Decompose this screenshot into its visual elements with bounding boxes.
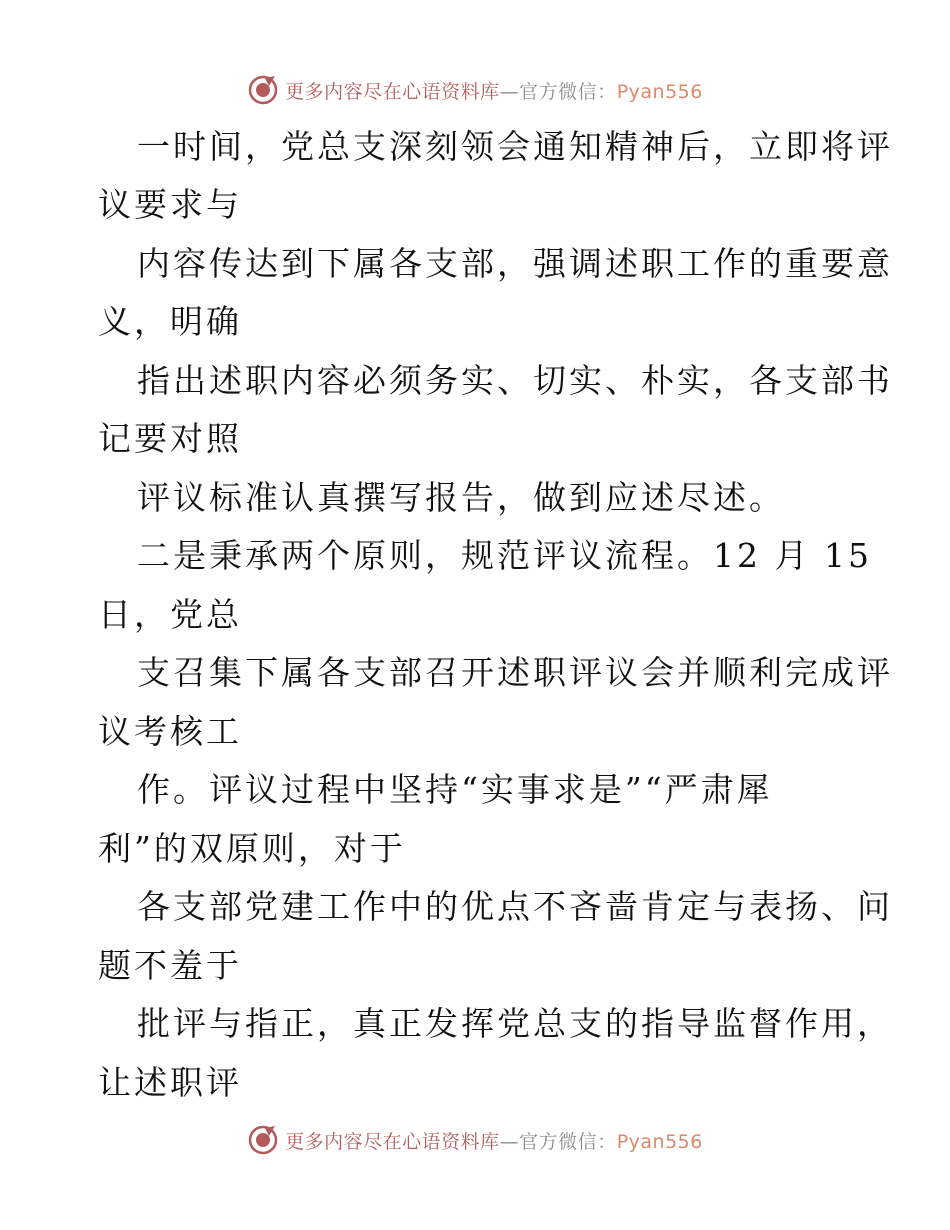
text-line: 义，明确 (98, 302, 242, 341)
watermark-wechat-id: Pyan556 (616, 1130, 703, 1153)
watermark-dash: — (499, 1130, 520, 1153)
text-line: 批评与指正，真正发挥党总支的指导监督作用， (137, 1004, 893, 1043)
watermark-main: 更多内容尽在心语资料库 (285, 80, 500, 103)
watermark-text (285, 1127, 703, 1154)
footer-watermark (0, 1120, 950, 1160)
text-line: 议考核工 (98, 712, 242, 751)
text-line: 日，党总 (98, 595, 242, 634)
text-line: 支召集下属各支部召开述职评议会并顺利完成评 (137, 653, 893, 692)
watermark-official: 官方微信： (519, 1130, 617, 1153)
text-line: 记要对照 (98, 419, 242, 458)
watermark-main: 更多内容尽在心语资料库 (285, 1130, 500, 1153)
text-line: 指出述职内容必须务实、切实、朴实，各支部书 (137, 361, 893, 400)
watermark-wechat-id: Pyan556 (616, 80, 703, 103)
watermark-dash: — (499, 80, 520, 103)
header-watermark (0, 70, 950, 110)
text-line: 让述职评 (98, 1063, 242, 1102)
text-line: 各支部党建工作中的优点不吝啬肯定与表扬、问 (137, 887, 893, 926)
text-line: 评议标准认真撰写报告，做到应述尽述。 (137, 478, 785, 517)
text-line: 二是秉承两个原则，规范评议流程。12 月 15 (137, 536, 872, 575)
text-line: 题不羞于 (98, 946, 242, 985)
watermark-text (285, 77, 703, 104)
text-line: 作。评议过程中坚持“实事求是”“严肃犀 (137, 770, 773, 809)
text-line: 议要求与 (98, 185, 242, 224)
quill-seal-icon (247, 74, 279, 106)
text-line: 利”的双原则，对于 (98, 829, 406, 868)
text-line: 内容传达到下属各支部，强调述职工作的重要意 (137, 244, 893, 283)
text-line: 一时间，党总支深刻领会通知精神后，立即将评 (137, 127, 893, 166)
quill-seal-icon (247, 1124, 279, 1156)
watermark-official: 官方微信： (519, 80, 617, 103)
